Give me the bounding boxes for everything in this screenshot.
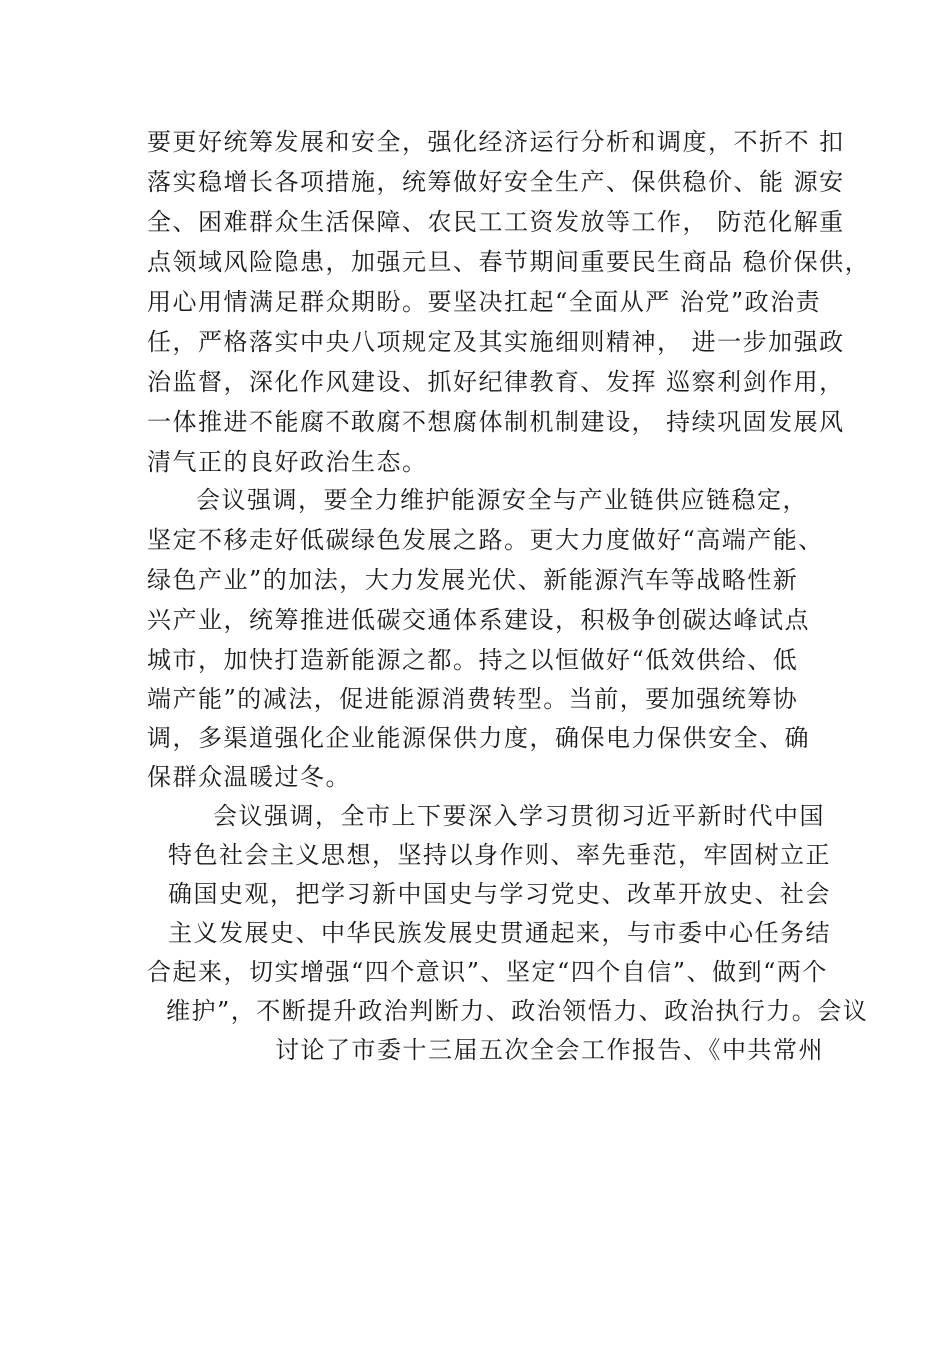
text-line: 治监督，深化作风建设、抓好纪律教育、发挥 巡察利剑作用， [147,368,845,396]
text-line: 特色社会主义思想，坚持以身作则、率先垂范，牢固树立正 [168,841,831,869]
text-line: 确国史观，把学习新中国史与学习党史、改革开放史、社会 [168,880,831,908]
text-line: 调，多渠道强化企业能源保供力度，确保电力保供安全、确 [147,724,810,752]
text-line: 清气正的良好政治生态。 [147,448,428,476]
text-line: 坚定不移走好低碳绿色发展之路。更大力度做好“高端产能、 [147,526,824,554]
text-line: 点领域风险隐患，加强元旦、春节期间重要民生商品 稳价保供， [147,248,871,276]
text-line: 要更好统筹发展和安全，强化经济运行分析和调度，不折不 扣 [147,128,845,156]
text-line: 会议强调，要全力维护能源安全与产业链供应链稳定， [196,486,808,514]
text-line: 兴产业，统筹推进低碳交通体系建设，积极争创碳达峰试点 [147,606,810,634]
text-line: 落实稳增长各项措施，统筹做好安全生产、保供稳价、能 源安 [147,168,845,196]
text-line: 讨论了市委十三届五次全会工作报告、《中共常州 [275,1036,824,1064]
text-line: 维护”，不断提升政治判断力、政治领悟力、政治执行力。会议 [166,997,869,1025]
text-line: 城市，加快打造新能源之都。持之以恒做好“低效供给、低 [147,646,799,674]
text-line: 合起来，切实增强“四个意识”、坚定“四个自信”、做到“两个 [147,958,828,986]
text-line: 会议强调，全市上下要深入学习贯彻习近平新时代中国 [213,802,825,830]
text-line: 一体推进不能腐不敢腐不想腐体制机制建设， 持续巩固发展风 [147,408,845,436]
text-line: 全、困难群众生活保障、农民工工资发放等工作， 防范化解重 [147,208,845,236]
text-line: 绿色产业”的加法，大力发展光伏、新能源汽车等战略性新 [147,566,799,594]
text-line: 用心用情满足群众期盼。要坚决扛起“全面从严 治党”政治责 [147,288,822,316]
text-line: 端产能”的减法，促进能源消费转型。当前，要加强统筹协 [147,685,799,713]
text-line: 保群众温暖过冬。 [147,763,351,791]
text-line: 任，严格落实中央八项规定及其实施细则精神， 进一步加强政 [147,328,845,356]
text-line: 主义发展史、中华民族发展史贯通起来，与市委中心任务结 [168,919,831,947]
